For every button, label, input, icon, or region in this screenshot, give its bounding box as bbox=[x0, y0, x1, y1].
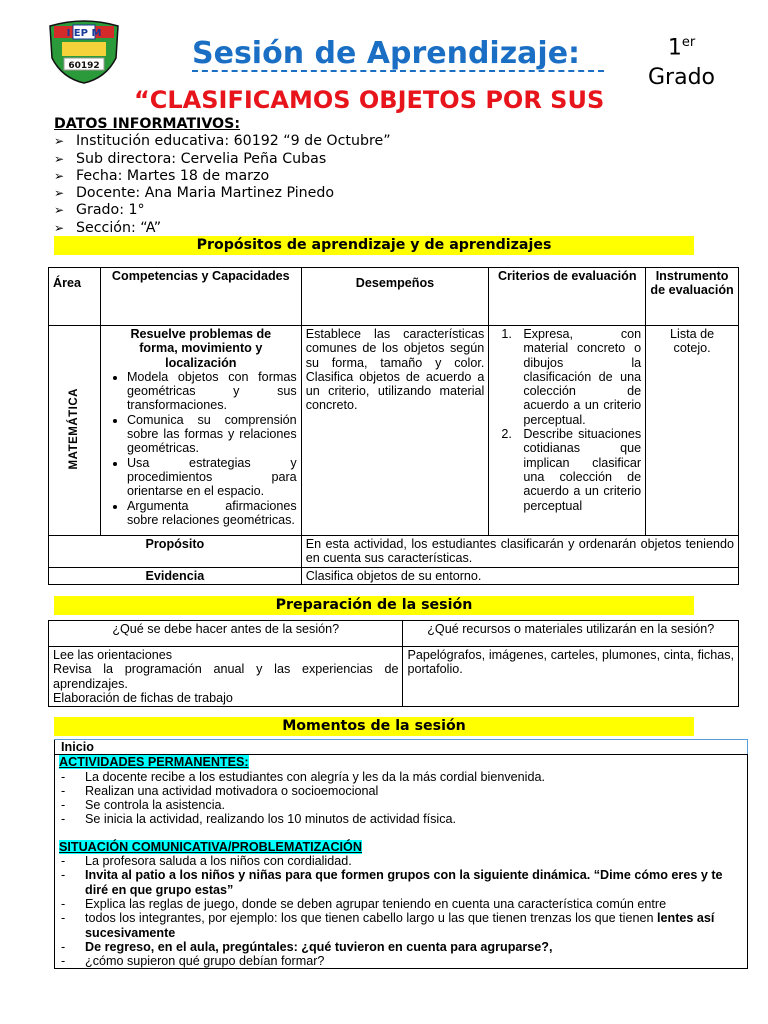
dash-bullet: - bbox=[61, 896, 66, 911]
momentos-band: Momentos de la sesión bbox=[54, 717, 694, 736]
datos-informativos bbox=[54, 116, 694, 237]
area-label: MATEMÁTICA bbox=[68, 388, 81, 470]
antes-cell bbox=[49, 647, 403, 707]
list-item bbox=[59, 954, 743, 968]
list-item bbox=[59, 940, 743, 954]
table-row bbox=[49, 647, 739, 707]
list-item-text-part: todos los integrantes, por ejemplo: los que tienen cabello largo u las que tienen trenzas los que tienen bbox=[85, 911, 657, 926]
list-item-text: Explica las reglas de juego, donde se deben agrupar teniendo en cuenta una característica común entre bbox=[85, 896, 667, 911]
perm-title: ACTIVIDADES PERMANENTES: bbox=[59, 755, 249, 770]
preparacion-table bbox=[48, 620, 739, 707]
question-resources: ¿Qué recursos o materiales utilizarán en la sesión? bbox=[403, 621, 739, 647]
grade-word: Grado bbox=[648, 65, 715, 91]
header-area: Área bbox=[49, 268, 101, 326]
datos-item bbox=[54, 185, 694, 202]
datos-item bbox=[54, 168, 694, 185]
dash-bullet: - bbox=[61, 812, 66, 827]
table-row bbox=[49, 326, 739, 536]
list-item: • Argumenta afirmaciones sobre relaciones geométricas. bbox=[127, 499, 297, 528]
datos-item-text: Grado: 1° bbox=[76, 202, 145, 219]
propositos-table bbox=[48, 267, 739, 585]
grade-label bbox=[648, 28, 715, 93]
antes-item: Lee las orientaciones bbox=[53, 648, 173, 662]
arrow-bullet-icon: ➢ bbox=[54, 203, 65, 218]
momentos-content bbox=[55, 755, 748, 969]
logo-top-text: I EP M bbox=[66, 28, 102, 39]
datos-item-text: Fecha: Martes 18 de marzo bbox=[76, 167, 270, 184]
proposito-row bbox=[49, 536, 739, 568]
list-item-text: Se controla la asistencia. bbox=[85, 798, 226, 813]
recursos-cell: Papelógrafos, imágenes, carteles, plumones, cinta, fichas, portafolio. bbox=[403, 647, 739, 707]
list-item: 1. Expresa, con material concreto o dibujos la clasificación de una colección de acuerdo a un criterio perceptual. bbox=[515, 327, 641, 427]
datos-item bbox=[54, 202, 694, 219]
list-item-text bbox=[85, 911, 743, 940]
header-desempenos: Desempeños bbox=[301, 268, 489, 326]
preparacion-band: Preparación de la sesión bbox=[54, 596, 694, 615]
dash-bullet: - bbox=[61, 939, 66, 954]
grade-superscript: er bbox=[681, 35, 696, 50]
evidencia-text: Clasifica objetos de su entorno. bbox=[301, 567, 738, 584]
title-underline bbox=[192, 70, 604, 72]
list-item: • Modela objetos con formas geométricas y sus transformaciones. bbox=[127, 370, 297, 413]
list-item-text: Invita al patio a los niños y niñas para que formen grupos con la siguiente dinámica. “Dime cómo eres y te diré en que grupo estas” bbox=[85, 868, 723, 897]
list-item bbox=[59, 911, 743, 940]
evidencia-row bbox=[49, 567, 739, 584]
grade-number: 1 bbox=[667, 35, 682, 61]
inicio-row bbox=[55, 740, 748, 755]
page-title: Sesión de Aprendizaje: bbox=[192, 36, 581, 71]
arrow-bullet-icon: ➢ bbox=[54, 220, 65, 235]
list-item bbox=[59, 784, 743, 798]
session-subtitle: “CLASIFICAMOS OBJETOS POR SUS bbox=[134, 86, 605, 114]
momentos-content-row bbox=[55, 755, 748, 969]
antes-item: Elaboración de fichas de trabajo bbox=[53, 690, 233, 705]
evidencia-label: Evidencia bbox=[49, 567, 302, 584]
arrow-bullet-icon: ➢ bbox=[54, 186, 65, 201]
dash-bullet: - bbox=[61, 954, 66, 969]
dash-bullet: - bbox=[61, 798, 66, 813]
list-item bbox=[59, 770, 743, 784]
datos-item-text: Docente: Ana Maria Martinez Pinedo bbox=[76, 185, 335, 202]
criterios-list bbox=[493, 327, 641, 513]
list-item-text: Realizan una actividad motivadora o socioemocional bbox=[85, 783, 379, 798]
list-item-text: De regreso, en el aula, pregúntales: ¿qué tuvieron en cuenta para agruparse?, bbox=[85, 939, 553, 954]
criterios-cell bbox=[489, 326, 646, 536]
dash-bullet: - bbox=[61, 854, 66, 869]
dash-bullet: - bbox=[61, 783, 66, 798]
school-logo bbox=[46, 20, 122, 84]
question-before: ¿Qué se debe hacer antes de la sesión? bbox=[49, 621, 403, 647]
datos-item bbox=[54, 220, 694, 237]
list-item-text: La profesora saluda a los niños con cordialidad. bbox=[85, 854, 352, 869]
list-item bbox=[59, 812, 743, 826]
list-item bbox=[59, 854, 743, 868]
header-competencias: Competencias y Capacidades bbox=[100, 268, 301, 326]
list-item-text: ¿cómo supieron qué grupo debían formar? bbox=[85, 954, 325, 969]
list-item: 2. Describe situaciones cotidianas que implican clasificar una colección de acuerdo a un criterio perceptual bbox=[515, 427, 641, 513]
arrow-bullet-icon: ➢ bbox=[54, 134, 65, 149]
arrow-bullet-icon: ➢ bbox=[54, 168, 65, 183]
list-item: • Comunica su comprensión sobre las formas y relaciones geométricas. bbox=[127, 413, 297, 456]
list-item-text-bold: lentes así sucesivamente bbox=[85, 911, 715, 940]
datos-item-text: Sección: “A” bbox=[76, 219, 162, 236]
list-item-text: Se inicia la actividad, realizando los 10 minutos de actividad física. bbox=[85, 812, 457, 827]
logo-number: 60192 bbox=[68, 61, 100, 71]
datos-item bbox=[54, 133, 694, 150]
instrumento-cell: Lista de cotejo. bbox=[646, 326, 739, 536]
datos-heading: DATOS INFORMATIVOS: bbox=[54, 116, 241, 132]
header-criterios: Criterios de evaluación bbox=[489, 268, 646, 326]
datos-item-text: Sub directora: Cervelia Peña Cubas bbox=[76, 150, 327, 167]
antes-item: Revisa la programación anual y las experiencias de aprendizajes. bbox=[53, 662, 399, 691]
list-item bbox=[59, 868, 743, 897]
header-instrumento: Instrumento de evaluación bbox=[646, 268, 739, 326]
list-item bbox=[59, 798, 743, 812]
list-item-text: La docente recibe a los estudiantes con alegría y les da la más cordial bienvenida. bbox=[85, 769, 545, 784]
table-header-row bbox=[49, 268, 739, 326]
table-header-row bbox=[49, 621, 739, 647]
propositos-band: Propósitos de aprendizaje y de aprendizajes bbox=[54, 236, 694, 255]
arrow-bullet-icon: ➢ bbox=[54, 151, 65, 166]
proposito-label: Propósito bbox=[49, 536, 302, 568]
desempenos-cell: Establece las características comunes de los objetos según su forma, tamaño y color. Clasifica objetos de acuerdo a un criterio, utilizando material concreto. bbox=[301, 326, 489, 536]
dash-bullet: - bbox=[61, 911, 66, 926]
datos-item bbox=[54, 151, 694, 168]
dash-bullet: - bbox=[61, 868, 66, 883]
dash-bullet: - bbox=[61, 769, 66, 784]
list-item bbox=[59, 897, 743, 911]
proposito-text: En esta actividad, los estudiantes clasificarán y ordenarán objetos teniendo en cuenta sus características. bbox=[301, 536, 738, 568]
area-cell bbox=[49, 326, 101, 536]
competencias-cell bbox=[100, 326, 301, 536]
capacidades-list bbox=[105, 370, 297, 527]
inicio-label: Inicio bbox=[55, 740, 748, 755]
datos-item-text: Institución educativa: 60192 “9 de Octubre” bbox=[76, 133, 391, 150]
list-item: • Usa estrategias y procedimientos para orientarse en el espacio. bbox=[127, 456, 297, 499]
sit-title: SITUACIÓN COMUNICATIVA/PROBLEMATIZACIÓN bbox=[59, 839, 362, 854]
competencia-title: Resuelve problemas de forma, movimiento y localización bbox=[130, 327, 272, 370]
momentos-table bbox=[54, 739, 748, 969]
